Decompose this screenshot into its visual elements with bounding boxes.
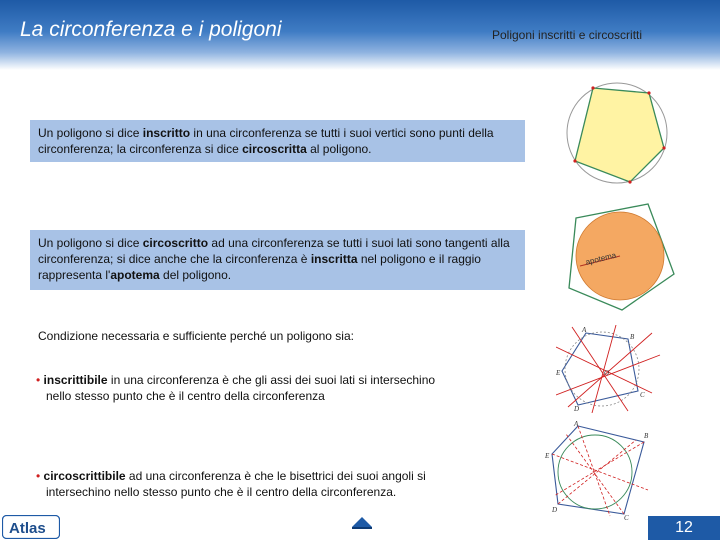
header-banner <box>0 0 720 70</box>
triangle-icon <box>352 517 372 527</box>
apothem-label: apotema <box>584 250 618 267</box>
vertex-label: C <box>640 391 645 399</box>
slide-subtitle: Poligoni inscritti e circoscritti <box>492 28 643 42</box>
vertex-label: E <box>556 369 561 377</box>
term-inscrittibile: inscrittibile <box>43 373 108 387</box>
vertex-label: B <box>630 333 635 341</box>
angle-bisectors-figure <box>544 420 656 520</box>
atlas-logo <box>2 515 60 539</box>
term-circoscritto: circoscritto <box>142 236 209 250</box>
circumscribed-pentagon-figure <box>566 200 676 312</box>
text-segment: intersechino nello stesso punto che è il centro della circonferenza. <box>46 485 397 499</box>
text-segment: Un poligono si dice <box>38 236 143 250</box>
term-circoscrittibile: circoscrittibile <box>43 469 126 483</box>
page-number: 12 <box>648 516 720 540</box>
inscribed-pentagon-figure <box>560 78 675 188</box>
bullet-mark: • <box>36 373 41 387</box>
triangle-base <box>352 527 372 529</box>
text-segment: in una circonferenza se tutti i suoi vertici sono punti della circonferenza; la circonferenza si dice <box>38 126 494 156</box>
condition-text: Condizione necessaria e sufficiente perché un poligono sia: <box>38 329 354 343</box>
text-segment: del poligono. <box>159 268 232 282</box>
figure4-polygon <box>552 426 644 514</box>
vertex-label: E <box>545 452 550 460</box>
term-inscritto: inscritto <box>142 126 191 140</box>
vertex-label: C <box>624 514 629 520</box>
term-circoscritta: circoscritta <box>242 142 307 156</box>
center-label: O <box>604 369 610 377</box>
home-nav-icon[interactable] <box>352 517 372 529</box>
text-segment: ad una circonferenza se tutti i suoi lati sono tangenti alla circonferenza; si dice anche che la circonferenza è <box>38 236 510 266</box>
text-segment: in una circonferenza è che gli assi dei suoi lati si intersechino <box>107 373 436 387</box>
text-segment: nello stesso punto che è il centro della circonferenza <box>46 389 325 403</box>
bullet-circoscrittibile <box>36 468 516 500</box>
text-segment: Un poligono si dice <box>38 126 143 140</box>
figure4-circle <box>558 435 632 509</box>
logo-wordmark: Atlas <box>9 520 46 537</box>
text-segment: al poligono. <box>306 142 372 156</box>
perpendicular-bisectors-figure <box>556 325 668 413</box>
vertex-label: D <box>552 506 558 514</box>
bullet-inscrittibile <box>36 372 516 404</box>
text-segment: ad una circonferenza è che le bisettrici dei suoi angoli si <box>125 469 426 483</box>
text-segment: nel poligono e il raggio rappresenta l' <box>38 252 481 282</box>
vertex-label: B <box>644 432 649 440</box>
inscribed-pentagon <box>575 88 664 182</box>
vertex-label: A <box>574 420 579 428</box>
bullet-mark: • <box>36 469 41 483</box>
definition-circumscribed <box>30 230 525 290</box>
definition-inscribed <box>30 120 525 162</box>
page-title: La circonferenza e i poligoni <box>20 18 282 41</box>
vertex-label: D <box>574 405 580 413</box>
term-apotema: apotema <box>110 268 160 282</box>
term-inscritta: inscritta <box>310 252 358 266</box>
vertex-label: A <box>582 326 587 334</box>
